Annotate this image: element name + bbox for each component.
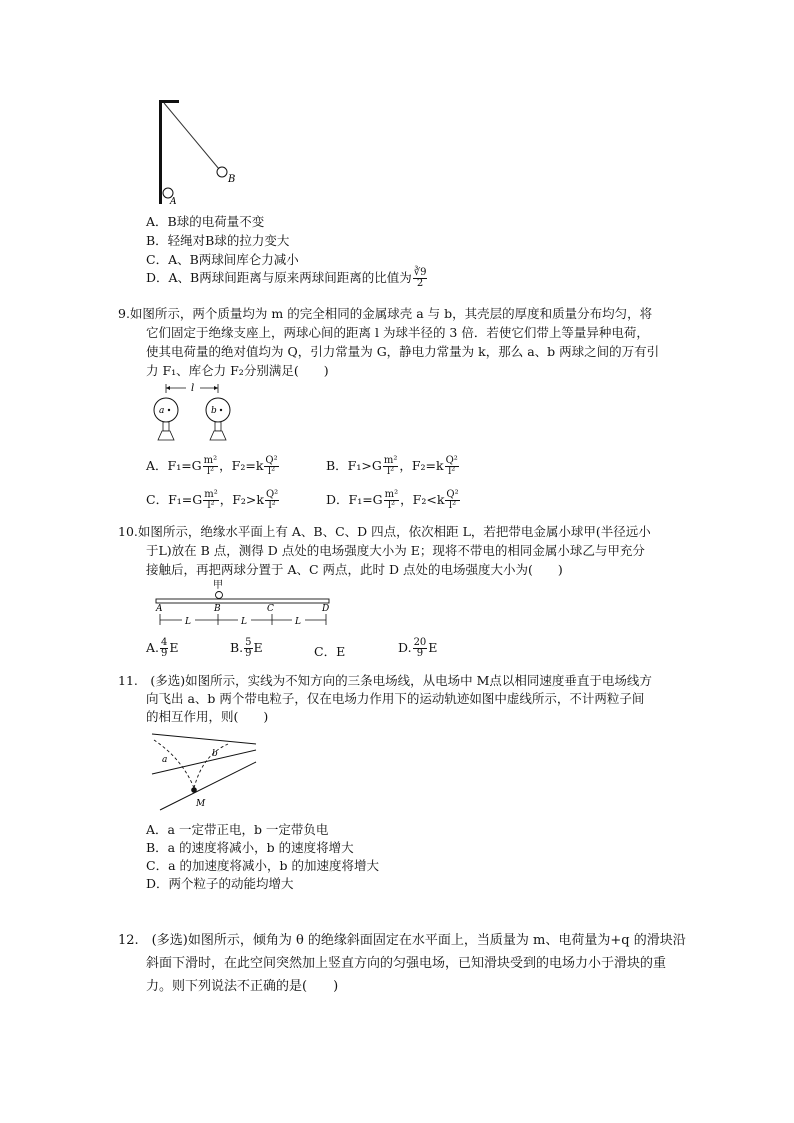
q11-option-d: D．两个粒子的动能均增大 [146, 876, 294, 891]
q11-trajectory-b [194, 744, 228, 788]
q9-option-c-f1: C．F₁=G [146, 492, 203, 507]
q11-option-c: C．a 的加速度将减小，b 的加速度将增大 [146, 858, 379, 873]
numerator: 5 [245, 637, 252, 648]
q11-option-b: B．a 的速度将减小，b 的速度将增大 [146, 840, 354, 855]
q9-option-d-frac2 [445, 490, 459, 511]
option-letter: B. [230, 640, 244, 655]
q11-trajectory-a [154, 740, 194, 788]
denominator: l² [267, 466, 276, 477]
option-suffix: E [169, 640, 179, 655]
q10-label-jia: 甲 [213, 580, 223, 591]
q9-option-b-frac1 [383, 456, 399, 477]
q10-option-d-fraction [413, 638, 428, 659]
q11-label-a: a [162, 755, 168, 765]
q10-label-c: C [267, 604, 274, 614]
q9-figure [148, 382, 240, 446]
q8-ball-b [217, 167, 227, 177]
q9-option-a-frac1 [203, 456, 219, 477]
q8-option-d-numerator: ∛9 [413, 267, 427, 278]
q9-option-d-frac1 [384, 490, 400, 511]
q11-line-3: 的相互作用，则( ) [146, 709, 269, 724]
q9-arrow-right [214, 386, 218, 390]
q9-option-d-f2: ，F₂<k [400, 492, 445, 507]
q11-line-1: 11. (多选)如图所示，实线为不知方向的三条电场线，从电场中 M点以相同速度垂直于电场线方 [118, 673, 652, 688]
denominator: 9 [161, 648, 168, 659]
q8-option-d-text: D．A、B两球间距离与原来两球间距离的比值为 [146, 270, 412, 285]
q9-option-d [326, 490, 461, 511]
q9-stand-a-neck [163, 422, 169, 431]
numerator: Q² [445, 455, 458, 466]
q9-option-d-f1: D．F₁=G [326, 492, 383, 507]
q9-line-3: 使其电荷量的绝对值均为 Q，引力常量为 G，静电力常量为 k，那么 a、b 两球之间的万有引 [146, 344, 660, 359]
q11-field-line-top [152, 734, 256, 744]
q10-option-b-fraction [244, 638, 252, 659]
numerator: Q² [265, 455, 278, 466]
denominator: l² [268, 500, 276, 511]
denominator: 9 [245, 648, 252, 659]
option-letter: A. [146, 640, 160, 655]
q12-line-1: 12. (多选)如图所示，倾角为 θ 的绝缘斜面固定在水平面上，当质量为 m、电荷量为+q 的滑块沿 [118, 933, 686, 948]
q8-label-a: A [170, 197, 177, 207]
q9-option-c-f2: ，F₂>k [219, 492, 264, 507]
q9-option-a-f1: A．F₁=G [146, 458, 202, 473]
denominator: l² [206, 466, 215, 477]
q10-label-a: A [156, 604, 163, 614]
denominator: l² [448, 466, 456, 477]
q10-option-d [398, 638, 437, 659]
denominator: l² [386, 466, 395, 477]
q9-option-b-f2: ，F₂=k [399, 458, 444, 473]
q9-label-a: a [159, 406, 165, 416]
option-suffix: E [428, 640, 438, 655]
q9-line-1: 9.如图所示，两个质量均为 m 的完全相同的金属球壳 a 与 b，其壳层的厚度和质量分布均匀，将 [118, 306, 653, 321]
q10-label-l-bc: L [241, 617, 247, 627]
q9-sphere-b [206, 398, 230, 422]
q9-option-c-frac1 [203, 490, 219, 511]
q11-label-b: b [212, 749, 218, 759]
q10-figure [150, 578, 335, 630]
option-suffix: E [253, 640, 263, 655]
numerator: 4 [161, 637, 168, 648]
denominator: 9 [416, 648, 424, 659]
q9-option-a-frac2 [264, 456, 278, 477]
q9-option-a [146, 456, 280, 477]
q8-ceiling-bar [159, 100, 179, 103]
q9-label-b: b [211, 406, 217, 416]
q9-option-a-f2: ，F₂=k [219, 458, 264, 473]
q9-sphere-a [154, 398, 178, 422]
q8-figure [150, 96, 245, 208]
q9-stand-b-neck [215, 422, 221, 431]
numerator: m² [204, 489, 218, 500]
q9-center-b [220, 409, 222, 411]
q9-option-b-frac2 [445, 456, 459, 477]
q11-label-m: M [196, 799, 206, 809]
q8-wall [159, 100, 162, 204]
denominator: l² [387, 500, 396, 511]
q11-option-a: A．a 一定带正电，b 一定带负电 [146, 822, 329, 837]
numerator: Q² [265, 489, 279, 500]
numerator: Q² [446, 489, 459, 500]
q11-field-line-middle [152, 750, 256, 774]
q10-option-b [230, 638, 263, 659]
q9-option-c-frac2 [265, 490, 279, 511]
q10-option-a [146, 638, 179, 659]
q10-option-c: C．E [314, 644, 346, 659]
q10-label-b: B [214, 604, 221, 614]
q11-figure [148, 728, 260, 810]
q9-option-b [326, 456, 460, 477]
q10-line-1: 10.如图所示，绝缘水平面上有 A、B、C、D 四点，依次相距 L，若把带电金属小球甲(半径远小 [118, 524, 651, 539]
q10-surface [156, 599, 329, 603]
numerator: 20 [413, 637, 427, 648]
q10-option-a-fraction [160, 638, 168, 659]
numerator: m² [383, 455, 398, 466]
denominator: l² [448, 500, 457, 511]
q11-point-m [191, 787, 197, 793]
q8-option-d-fraction [413, 268, 428, 289]
q9-label-l: l [191, 383, 195, 394]
q10-label-l-cd: L [295, 617, 301, 627]
q8-label-b: B [228, 174, 236, 185]
option-letter: D. [398, 640, 412, 655]
q9-option-c [146, 490, 280, 511]
q9-line-2: 它们固定于绝缘支座上，两球心间的距离 l 为球半径的 3 倍．若使它们带上等量异种电荷， [146, 325, 649, 340]
numerator: m² [384, 489, 399, 500]
denominator: l² [207, 500, 215, 511]
q10-label-l-ab: L [185, 617, 191, 627]
q11-line-2: 向飞出 a、b 两个带电粒子，仅在电场力作用下的运动轨迹如图中虚线所示，不计两粒子间 [146, 691, 645, 706]
q12-line-3: 力。则下列说法不正确的是( ) [146, 979, 339, 994]
q10-line-2: 于L)放在 B 点，测得 D 点处的电场强度大小为 E；现将不带电的相同金属小球乙与甲充分 [146, 543, 645, 558]
q8-option-a: A．B球的电荷量不变 [146, 214, 265, 229]
q10-ball-jia [216, 592, 223, 599]
q9-option-b-f1: B．F₁>G [326, 458, 382, 473]
q8-rope [164, 103, 219, 169]
q9-stand-b-base [210, 431, 226, 440]
q9-stand-a-base [158, 431, 174, 440]
q10-line-3: 接触后，再把两球分置于 A、C 两点，此时 D 点处的电场强度大小为( ) [146, 562, 563, 577]
q8-option-c: C．A、B两球间库仑力减小 [146, 252, 299, 267]
q10-label-d: D [322, 604, 330, 614]
q9-arrow-left [166, 386, 170, 390]
q12-line-2: 斜面下滑时，在此空间突然加上竖直方向的匀强电场，已知滑块受到的电场力小于滑块的重 [146, 956, 667, 971]
q9-line-4: 力 F₁、库仑力 F₂分别满足( ) [146, 363, 329, 378]
q8-option-d [146, 268, 428, 289]
numerator: m² [203, 455, 218, 466]
q8-option-d-denominator: 2 [416, 278, 424, 289]
q8-option-b: B．轻绳对B球的拉力变大 [146, 233, 290, 248]
q9-center-a [168, 409, 170, 411]
